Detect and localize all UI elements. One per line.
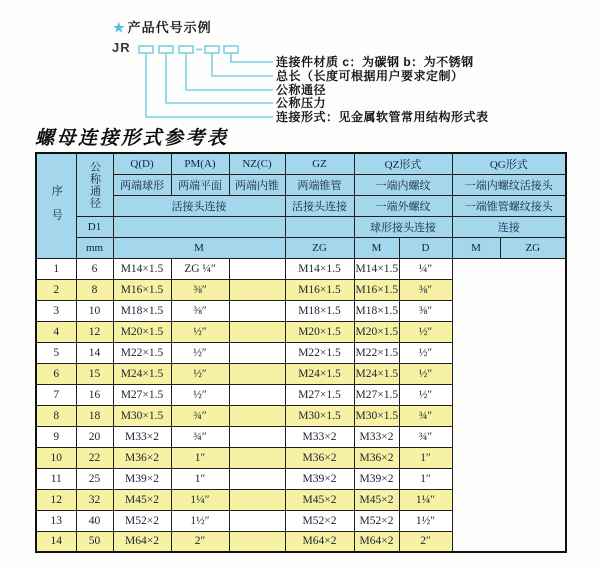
qz-desc-1: 一端内螺纹 xyxy=(354,174,452,195)
cell-m: M20×1.5 xyxy=(113,321,171,342)
qg-m-header: M xyxy=(452,237,500,258)
cell-dn-mm: 40 xyxy=(76,510,113,531)
cell-seq: 10 xyxy=(36,447,76,468)
product-code-prefix: JR xyxy=(112,40,131,55)
cell-seq: 3 xyxy=(36,300,76,321)
code-box-3 xyxy=(179,46,193,53)
cell-gz-zg: ⅜″ xyxy=(171,300,229,321)
cell-qz-m xyxy=(229,384,285,405)
col-header-pm: PM(A) xyxy=(171,153,229,174)
cell-qz-m xyxy=(229,531,285,552)
code-box-5 xyxy=(224,46,238,53)
cell-gz-zg: 1″ xyxy=(171,468,229,489)
cell-qz-m xyxy=(229,342,285,363)
cell-qg-zg: ½″ xyxy=(399,363,452,384)
cell-qg-m: M45×2 xyxy=(354,489,399,510)
cell-qz-d: M14×1.5 xyxy=(285,258,354,279)
cell-m: M18×1.5 xyxy=(113,300,171,321)
cell-qz-d: M18×1.5 xyxy=(285,300,354,321)
cell-qg-m: M30×1.5 xyxy=(354,405,399,426)
cell-gz-zg: ½″ xyxy=(171,321,229,342)
cell-qg-zg: 1¼″ xyxy=(399,489,452,510)
lead-line-1 xyxy=(231,53,273,62)
label-nominal-pressure: 公称压力 xyxy=(276,96,327,110)
q-desc: 两端球形 xyxy=(113,174,171,195)
cell-qg-zg: ¾″ xyxy=(399,405,452,426)
table-row xyxy=(36,468,566,489)
cell-qz-d: M39×2 xyxy=(285,468,354,489)
table-row xyxy=(36,447,566,468)
cell-qz-d: M22×1.5 xyxy=(285,342,354,363)
cell-gz-zg: ½″ xyxy=(171,342,229,363)
col-header-seq: 序号 xyxy=(36,153,76,258)
gz-desc: 两端锥管 xyxy=(285,174,354,195)
label-total-length: 总长（长度可根据用户要求定制） xyxy=(276,69,464,83)
d1-header: D1 xyxy=(76,216,113,237)
table-header xyxy=(36,153,566,258)
cell-seq: 4 xyxy=(36,321,76,342)
cell-seq: 14 xyxy=(36,531,76,552)
cell-seq: 8 xyxy=(36,405,76,426)
label-nominal-diameter: 公称通径 xyxy=(276,83,327,97)
lead-line-4 xyxy=(166,53,273,103)
cell-qz-m xyxy=(229,489,285,510)
cell-dn-mm: 25 xyxy=(76,468,113,489)
cell-m: M22×1.5 xyxy=(113,342,171,363)
cell-gz-zg: 2″ xyxy=(171,531,229,552)
star-icon: ★ xyxy=(113,20,126,35)
zg-gz-header: ZG xyxy=(285,237,354,258)
table-body xyxy=(36,258,566,552)
cell-qg-m: M33×2 xyxy=(354,426,399,447)
cell-qg-m: M27×1.5 xyxy=(354,384,399,405)
cell-dn-mm: 32 xyxy=(76,489,113,510)
pm-desc: 两端平面 xyxy=(171,174,229,195)
cell-qg-m: M24×1.5 xyxy=(354,363,399,384)
gz-connection: 活接头连接 xyxy=(285,195,354,216)
qz-m-header: M xyxy=(354,237,399,258)
cell-dn-mm: 6 xyxy=(76,258,113,279)
cell-qg-m: M64×2 xyxy=(354,531,399,552)
cell-qz-m xyxy=(229,321,285,342)
col-header-dn: 公称通径 xyxy=(76,153,113,216)
qz-desc-2: 一端外螺纹 xyxy=(354,195,452,216)
table-row xyxy=(36,405,566,426)
mm-header: mm xyxy=(76,237,113,258)
cell-qz-m xyxy=(229,258,285,279)
cell-dn-mm: 18 xyxy=(76,405,113,426)
cell-qz-m xyxy=(229,300,285,321)
qpmnz-connection: 活接头连接 xyxy=(113,195,285,216)
cell-qg-m: M52×2 xyxy=(354,510,399,531)
cell-gz-zg: ½″ xyxy=(171,384,229,405)
lead-line-3 xyxy=(186,53,273,90)
cell-qg-m: M36×2 xyxy=(354,447,399,468)
cell-qz-d: M27×1.5 xyxy=(285,384,354,405)
table-row xyxy=(36,300,566,321)
table-row xyxy=(36,384,566,405)
cell-qg-m: M16×1.5 xyxy=(354,279,399,300)
cell-qz-m xyxy=(229,405,285,426)
cell-qg-zg: ⅜″ xyxy=(399,300,452,321)
cell-dn-mm: 14 xyxy=(76,342,113,363)
gz-blank xyxy=(285,216,354,237)
cell-seq: 6 xyxy=(36,363,76,384)
cell-seq: 13 xyxy=(36,510,76,531)
cell-dn-mm: 16 xyxy=(76,384,113,405)
label-material: 连接件材质 c：为碳钢 b：为不锈钢 xyxy=(276,55,474,69)
col-header-gz: GZ xyxy=(285,153,354,174)
table-row xyxy=(36,426,566,447)
cell-gz-zg: ½″ xyxy=(171,363,229,384)
cell-qz-d: M52×2 xyxy=(285,510,354,531)
cell-m: M30×1.5 xyxy=(113,405,171,426)
cell-m: M64×2 xyxy=(113,531,171,552)
table-row xyxy=(36,342,566,363)
product-code-diagram xyxy=(0,0,600,126)
cell-qg-m: M22×1.5 xyxy=(354,342,399,363)
m-merged-header: M xyxy=(113,237,285,258)
code-box-2 xyxy=(159,46,173,53)
cell-gz-zg: ZG ¼″ xyxy=(171,258,229,279)
label-connection-form: 连接形式：见金属软管常用结构形式表 xyxy=(276,110,489,124)
cell-m: M52×2 xyxy=(113,510,171,531)
cell-qz-d: M64×2 xyxy=(285,531,354,552)
table-row xyxy=(36,489,566,510)
cell-qz-m xyxy=(229,510,285,531)
lead-line-2 xyxy=(212,53,273,76)
cell-seq: 7 xyxy=(36,384,76,405)
cell-qz-d: M24×1.5 xyxy=(285,363,354,384)
qz-connection: 球形接头连接 xyxy=(354,216,452,237)
cell-qz-d: M16×1.5 xyxy=(285,279,354,300)
cell-qz-d: M33×2 xyxy=(285,426,354,447)
cell-m: M24×1.5 xyxy=(113,363,171,384)
cell-qg-zg: ½″ xyxy=(399,384,452,405)
cell-seq: 12 xyxy=(36,489,76,510)
table-row xyxy=(36,321,566,342)
nz-desc: 两端内锥 xyxy=(229,174,285,195)
cell-dn-mm: 22 xyxy=(76,447,113,468)
qg-zg-header: ZG xyxy=(500,237,566,258)
col-header-nz: NZ(C) xyxy=(229,153,285,174)
cell-gz-zg: ¾″ xyxy=(171,405,229,426)
cell-qg-zg: ½″ xyxy=(399,342,452,363)
cell-m: M14×1.5 xyxy=(113,258,171,279)
cell-qz-m xyxy=(229,426,285,447)
code-box-4 xyxy=(205,46,219,53)
cell-qz-d: M30×1.5 xyxy=(285,405,354,426)
cell-m: M16×1.5 xyxy=(113,279,171,300)
qpmnz-blank xyxy=(113,216,285,237)
cell-seq: 1 xyxy=(36,258,76,279)
cell-qg-zg: ½″ xyxy=(399,321,452,342)
cell-dn-mm: 50 xyxy=(76,531,113,552)
cell-m: M33×2 xyxy=(113,426,171,447)
cell-qz-m xyxy=(229,447,285,468)
cell-m: M36×2 xyxy=(113,447,171,468)
cell-qg-zg: 1½″ xyxy=(399,510,452,531)
table-row xyxy=(36,363,566,384)
cell-qg-m: M39×2 xyxy=(354,468,399,489)
cell-seq: 5 xyxy=(36,342,76,363)
cell-m: M45×2 xyxy=(113,489,171,510)
table-title: 螺母连接形式参考表 xyxy=(35,128,229,149)
cell-gz-zg: 1¼″ xyxy=(171,489,229,510)
table-row xyxy=(36,531,566,552)
cell-dn-mm: 10 xyxy=(76,300,113,321)
cell-seq: 9 xyxy=(36,426,76,447)
cell-qg-zg: 1″ xyxy=(399,447,452,468)
code-box-1 xyxy=(139,46,153,53)
qg-desc-2: 一端锥管螺纹接头 xyxy=(452,195,566,216)
cell-qg-zg: 2″ xyxy=(399,531,452,552)
cell-gz-zg: 1″ xyxy=(171,447,229,468)
cell-qg-m: M20×1.5 xyxy=(354,321,399,342)
cell-qz-m xyxy=(229,468,285,489)
qg-connection: 连接 xyxy=(452,216,566,237)
cell-qg-zg: ⅜″ xyxy=(399,279,452,300)
cell-qz-d: M45×2 xyxy=(285,489,354,510)
table-row xyxy=(36,510,566,531)
cell-gz-zg: 1½″ xyxy=(171,510,229,531)
cell-m: M39×2 xyxy=(113,468,171,489)
cell-seq: 11 xyxy=(36,468,76,489)
cell-qz-d: M36×2 xyxy=(285,447,354,468)
cell-qg-m: M14×1.5 xyxy=(354,258,399,279)
table-row xyxy=(36,258,566,279)
cell-dn-mm: 15 xyxy=(76,363,113,384)
cell-gz-zg: ⅜″ xyxy=(171,279,229,300)
cell-m: M27×1.5 xyxy=(113,384,171,405)
col-header-qz: QZ形式 xyxy=(354,153,452,174)
cell-qz-m xyxy=(229,363,285,384)
nut-connection-reference-table xyxy=(35,152,567,553)
cell-seq: 2 xyxy=(36,279,76,300)
cell-qz-m xyxy=(229,279,285,300)
qz-d-header: D xyxy=(399,237,452,258)
cell-dn-mm: 12 xyxy=(76,321,113,342)
cell-gz-zg: ¾″ xyxy=(171,426,229,447)
cell-dn-mm: 8 xyxy=(76,279,113,300)
cell-qg-zg: ¼″ xyxy=(399,258,452,279)
col-header-qg: QG形式 xyxy=(452,153,566,174)
cell-dn-mm: 20 xyxy=(76,426,113,447)
cell-qz-d: M20×1.5 xyxy=(285,321,354,342)
cell-qg-m: M18×1.5 xyxy=(354,300,399,321)
qg-desc-1: 一端内螺纹活接头 xyxy=(452,174,566,195)
table-row xyxy=(36,279,566,300)
col-header-q: Q(D) xyxy=(113,153,171,174)
cell-qg-zg: ¾″ xyxy=(399,426,452,447)
diagram-title-text: 产品代号示例 xyxy=(127,20,212,35)
cell-qg-zg: 1″ xyxy=(399,468,452,489)
